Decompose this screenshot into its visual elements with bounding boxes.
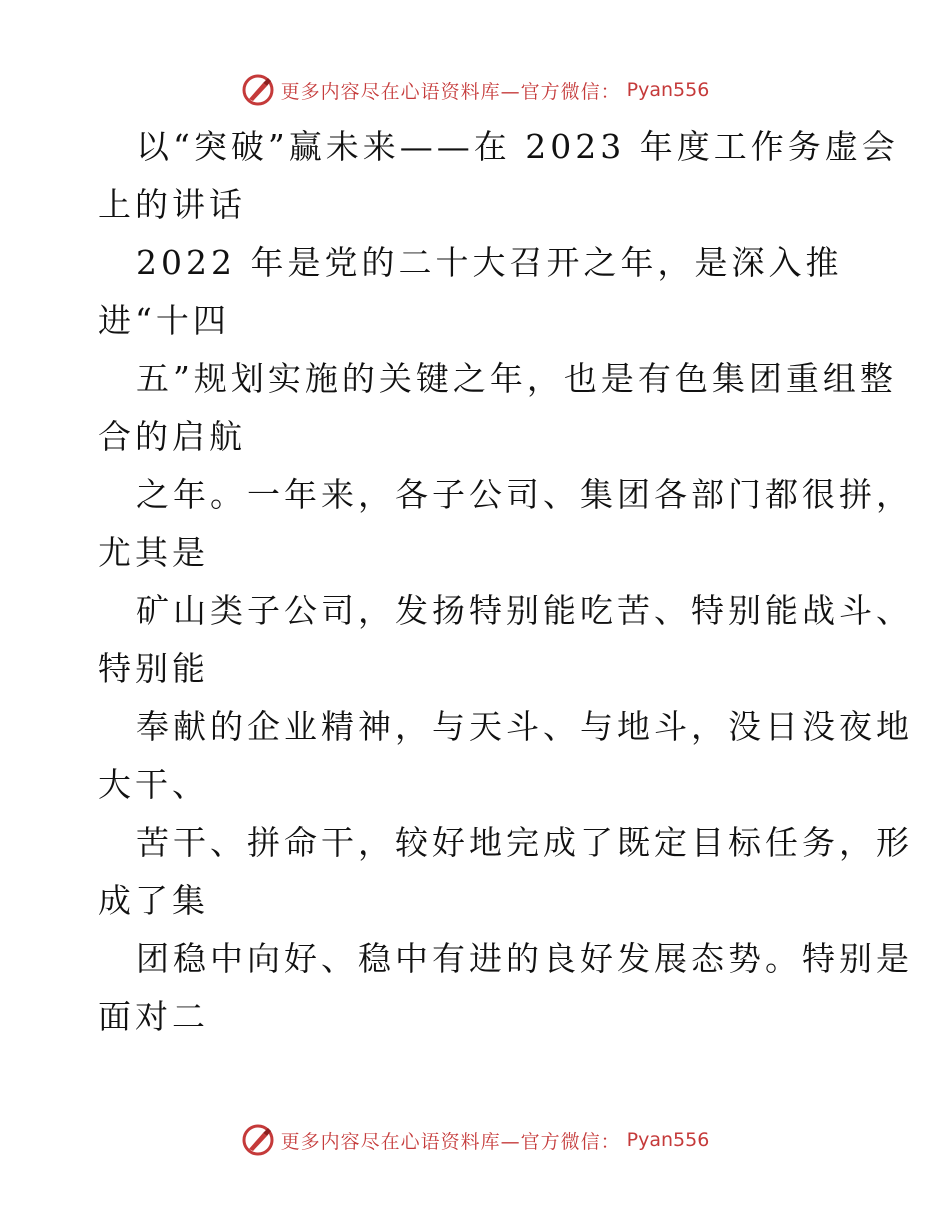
banner-text: 更多内容尽在心语资料库—官方微信： [280, 80, 621, 103]
header-watermark-banner [0, 70, 950, 110]
title-line-2: 上的讲话 [98, 185, 246, 224]
paragraph-line: 尤其是 [98, 533, 209, 572]
footer-watermark-banner [0, 1120, 950, 1160]
paragraph-line: 奉献的企业精神，与天斗、与地斗，没日没夜地 [136, 707, 913, 746]
banner-text: 更多内容尽在心语资料库—官方微信： [280, 1130, 621, 1153]
quill-pen-logo-icon [241, 1123, 275, 1157]
paragraph-line: 合的启航 [98, 417, 246, 456]
paragraph-line: 五”规划实施的关键之年，也是有色集团重组整 [136, 359, 897, 398]
paragraph-line: 成了集 [98, 881, 209, 920]
paragraph-line: 之年。一年来，各子公司、集团各部门都很拼， [136, 475, 913, 514]
paragraph-line: 特别能 [98, 649, 209, 688]
paragraph-line: 团稳中向好、稳中有进的良好发展态势。特别是 [136, 939, 913, 978]
paragraph-line: 面对二 [98, 997, 209, 1036]
quill-pen-logo-icon [241, 73, 275, 107]
title-line-1: 以“突破”赢未来——在 2023 年度工作务虚会 [136, 127, 899, 166]
paragraph-line: 2022 年是党的二十大召开之年，是深入推 [136, 243, 843, 282]
wechat-id: Pyan556 [626, 79, 710, 101]
paragraph-line: 苦干、拼命干，较好地完成了既定目标任务，形 [136, 823, 913, 862]
paragraph-line: 进“十四 [98, 301, 230, 340]
document-body [98, 118, 913, 1046]
wechat-id: Pyan556 [626, 1129, 710, 1151]
paragraph-line: 大干、 [98, 765, 209, 804]
paragraph-line: 矿山类子公司，发扬特别能吃苦、特别能战斗、 [136, 591, 913, 630]
